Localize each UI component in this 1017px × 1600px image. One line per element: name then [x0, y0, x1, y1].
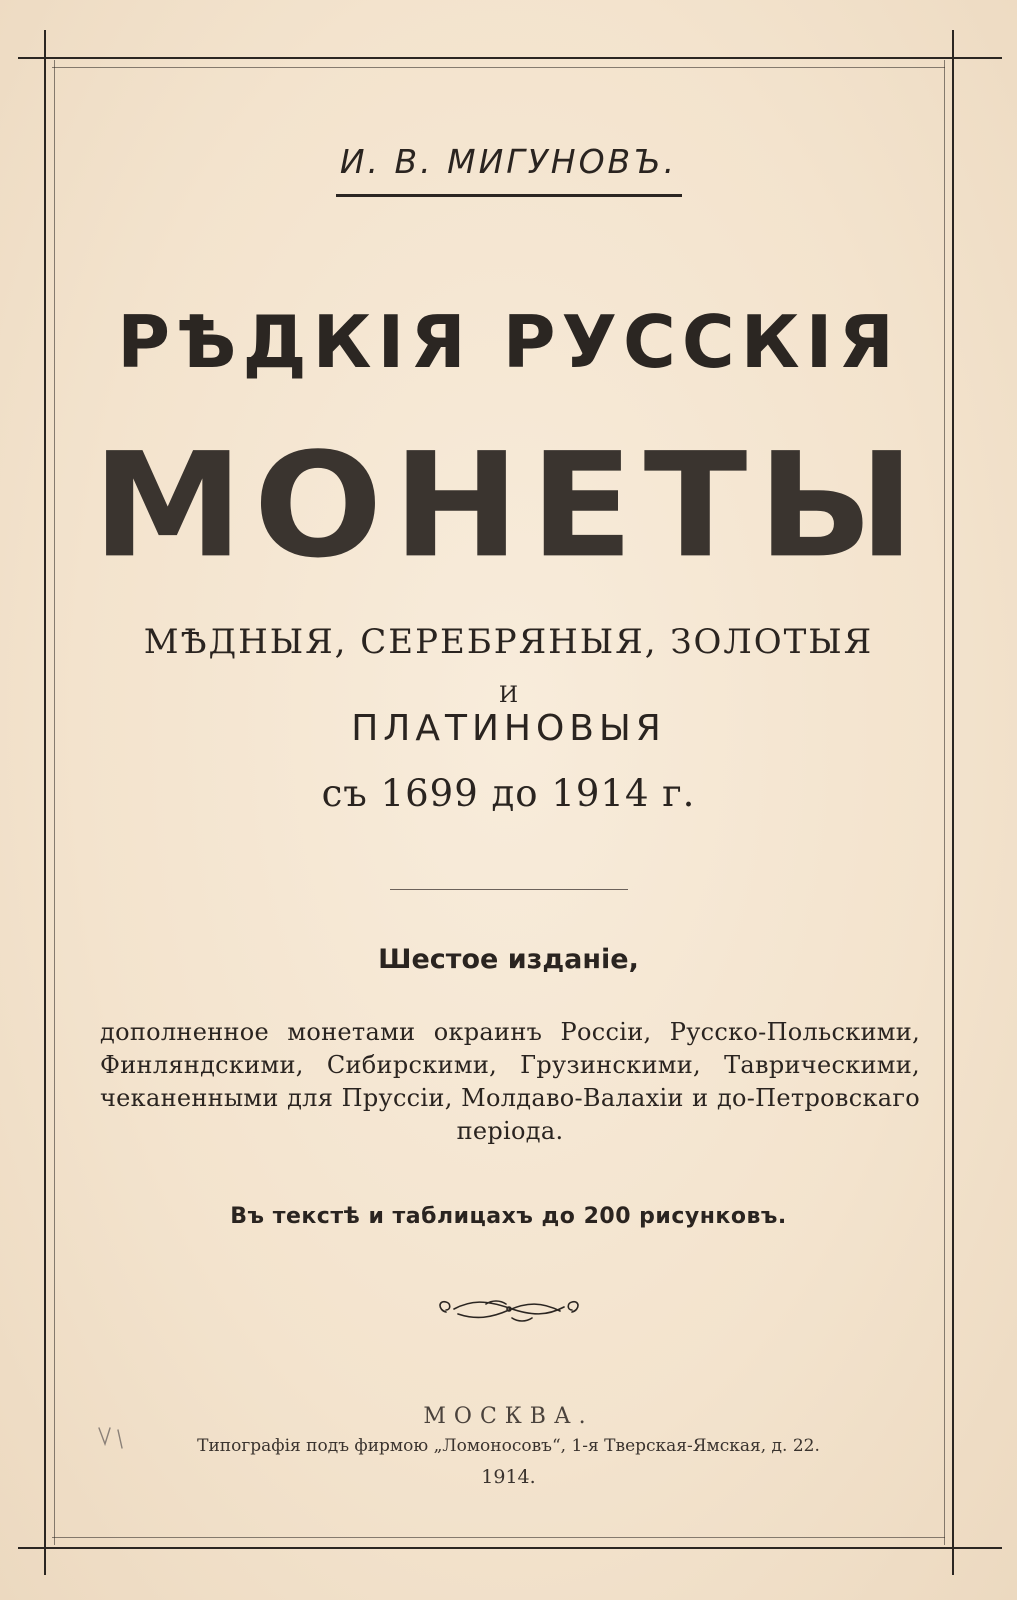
illustrations-note: Въ текстѣ и таблицахъ до 200 рисунковъ. — [230, 1204, 787, 1229]
author-name: И. В. МИГУНОВЪ. — [339, 142, 678, 181]
imprint-year: 1914. — [481, 1466, 536, 1488]
subtitle-conjunction: И — [498, 683, 519, 708]
pencil-mark-icon — [96, 1424, 136, 1452]
edition-description: дополненное монетами окраинъ Россіи, Русско-Польскими, Финляндскими, Сибирскими, Грузинскими, Таврическими, чеканенными для Пруссіи, Молдаво-Валахіи и до-Петровскаго періода. — [100, 1018, 920, 1145]
edition-statement: Шестое изданіе, — [378, 944, 639, 975]
title-line-2: МОНЕТЫ — [92, 421, 925, 590]
frame-bottom-inner-rule — [52, 1537, 945, 1538]
subtitle-platinum: ПЛАТИНОВЫЯ — [351, 708, 666, 749]
frame-top-inner-rule — [52, 67, 945, 68]
imprint-city: МОСКВА. — [423, 1404, 594, 1429]
subtitle-metals: МѢДНЫЯ, СЕРЕБРЯНЫЯ, ЗОЛОТЫЯ — [143, 622, 874, 662]
subtitle-years: съ 1699 до 1914 г. — [321, 772, 696, 815]
frame-bottom-rule — [18, 1547, 1002, 1549]
section-divider — [390, 889, 628, 890]
title-line-1: РѢДКІЯ РУССКІЯ — [117, 300, 900, 384]
frame-top-rule — [18, 57, 1002, 59]
author-underline — [336, 194, 682, 197]
imprint-printer: Типографія подъ фирмою „Ломоносовъ“, 1-я Тверская-Ямская, д. 22. — [197, 1436, 820, 1456]
ornament-flourish-icon — [436, 1292, 582, 1326]
